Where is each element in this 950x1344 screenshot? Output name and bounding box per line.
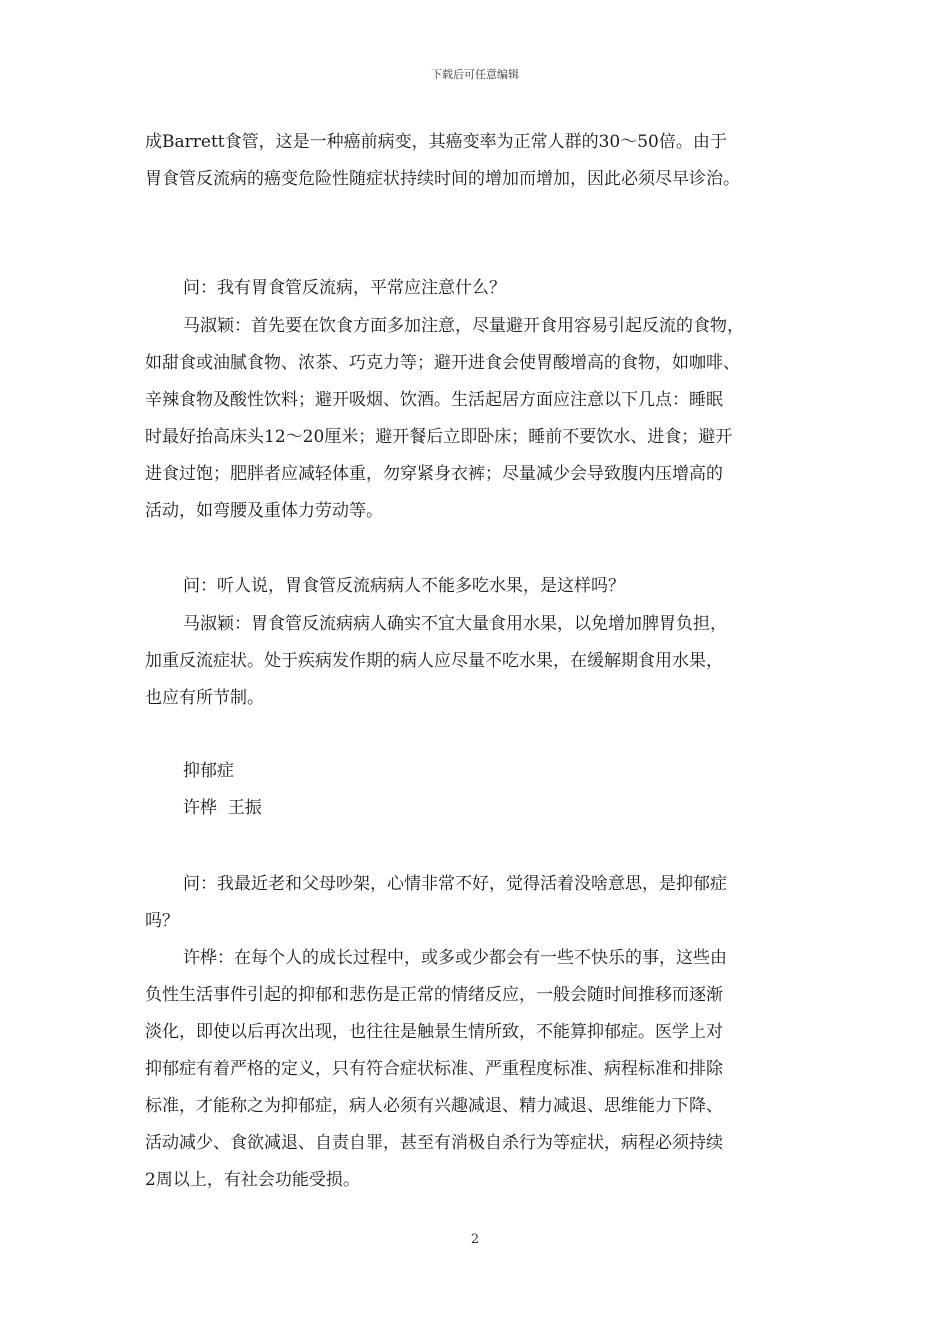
text-line: 如甜食或油腻食物、浓茶、巧克力等；避开进食会使胃酸增高的食物，如咖啡、	[145, 353, 740, 373]
question-text: 问：我有胃食管反流病，平常应注意什么？	[183, 278, 506, 298]
section-title: 抑郁症	[183, 761, 234, 781]
text-line: 也应有所节制。	[145, 688, 264, 708]
answer-1	[145, 308, 810, 530]
text-line: 成Barrett食管，这是一种癌前病变，其癌变率为正常人群的30～50倍。由于	[145, 132, 727, 152]
answer-2	[145, 606, 810, 717]
answer-3	[145, 940, 810, 1199]
text-line: 许桦：在每个人的成长过程中，或多或少都会有一些不快乐的事，这些由	[183, 948, 727, 968]
text-line: 加重反流症状。处于疾病发作期的病人应尽量不吃水果，在缓解期食用水果，	[145, 651, 723, 671]
section-heading	[145, 753, 810, 827]
text-line: 时最好抬高床头12～20厘米；避开餐后立即卧床；睡前不要饮水、进食；避开	[145, 427, 733, 447]
section-authors: 许桦 王振	[183, 798, 262, 818]
text-line: 进食过饱；肥胖者应减轻体重，勿穿紧身衣裤；尽量减少会导致腹内压增高的	[145, 464, 723, 484]
text-line: 胃食管反流病的癌变危险性随症状持续时间的增加而增加，因此必须尽早诊治。	[145, 169, 740, 189]
text-line: 活动减少、食欲减退、自责自罪，甚至有消极自杀行为等症状，病程必须持续	[145, 1133, 723, 1153]
text-line: 抑郁症有着严格的定义，只有符合症状标准、严重程度标准、病程标准和排除	[145, 1059, 723, 1079]
question-3	[145, 866, 810, 940]
page-header: 下载后可任意编辑	[431, 68, 519, 81]
question-2	[145, 568, 810, 605]
text-line: 马淑颖：胃食管反流病病人确实不宜大量食用水果，以免增加脾胃负担，	[183, 614, 727, 634]
text-line: 马淑颖：首先要在饮食方面多加注意，尽量避开食用容易引起反流的食物，	[183, 316, 744, 336]
text-line: 2周以上，有社会功能受损。	[145, 1170, 360, 1190]
question-text: 问：听人说，胃食管反流病病人不能多吃水果，是这样吗？	[183, 576, 625, 596]
page-number: 2	[470, 1232, 480, 1247]
text-line: 标准，才能称之为抑郁症，病人必须有兴趣减退、精力减退、思维能力下降、	[145, 1096, 723, 1116]
text-line: 辛辣食物及酸性饮料；避开吸烟、饮酒。生活起居方面应注意以下几点：睡眠	[145, 390, 723, 410]
question-1	[145, 270, 810, 307]
text-line: 活动，如弯腰及重体力劳动等。	[145, 501, 383, 521]
text-line: 吗？	[145, 911, 179, 931]
text-line: 负性生活事件引起的抑郁和悲伤是正常的情绪反应，一般会随时间推移而逐渐	[145, 985, 723, 1005]
text-line: 问：我最近老和父母吵架，心情非常不好，觉得活着没啥意思，是抑郁症	[183, 874, 727, 894]
text-line: 淡化，即使以后再次出现，也往往是触景生情所致，不能算抑郁症。医学上对	[145, 1022, 723, 1042]
paragraph-barrett	[145, 124, 810, 198]
